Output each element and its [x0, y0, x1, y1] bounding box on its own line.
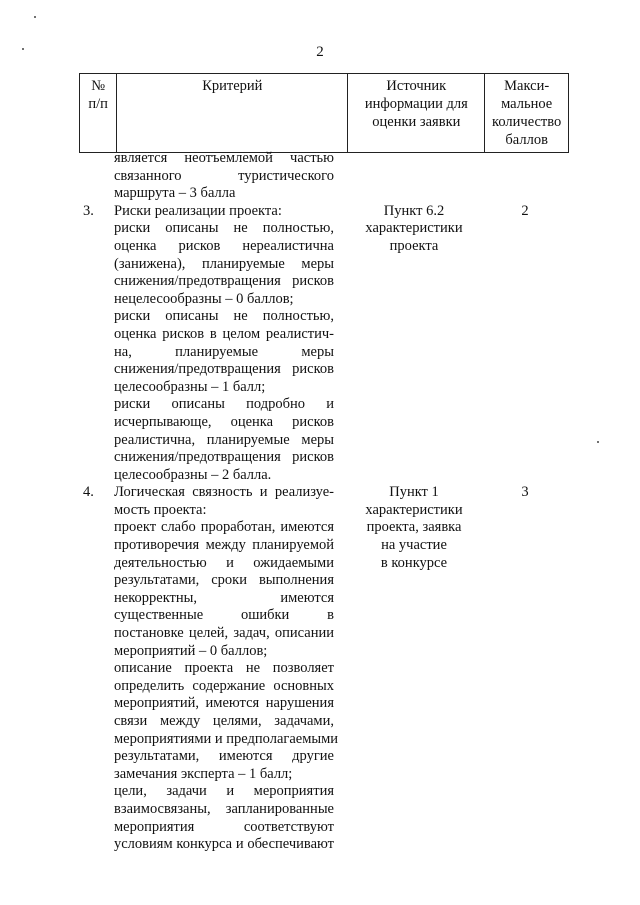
header-max-line: количество	[492, 114, 562, 130]
page-number: 2	[316, 44, 324, 60]
criterion-line: цели, задачи и мероприятия	[114, 783, 334, 800]
scan-speck	[22, 48, 24, 50]
header-source-line: оценки заявки	[372, 114, 461, 130]
criterion-line: исчерпывающе, оценка рисков	[114, 413, 334, 430]
criterion-line: некорректны, имеются	[114, 589, 334, 606]
criterion-line: мероприятий – 0 баллов;	[114, 642, 268, 659]
criterion-line: постановке целей, задач, описании	[114, 625, 334, 642]
header-max-cell	[485, 74, 569, 153]
criterion-line: проект слабо проработан, имеются	[114, 519, 334, 536]
header-source-line: Источник	[386, 78, 447, 94]
criterion-line: деятельностью и ожидаемыми	[114, 554, 334, 571]
criterion-line: описание проекта не позволяет	[114, 660, 334, 677]
table-row	[79, 203, 569, 485]
row-number: 4.	[83, 484, 94, 501]
criterion-line: связанного туристического	[114, 167, 334, 184]
criterion-line: снижения/предотвращения рисков	[114, 361, 334, 378]
criterion-line: оценка рисков нереалистична	[114, 237, 334, 254]
criterion-text	[114, 203, 334, 485]
criteria-table-header	[79, 73, 569, 153]
criterion-line: условиям конкурса и обеспечивают	[114, 836, 334, 853]
header-max-line: Макси-	[504, 78, 550, 94]
criterion-line: Логическая связность и реализуе-	[114, 484, 334, 501]
criterion-line: снижения/предотвращения рисков	[114, 273, 334, 290]
criterion-line: Риски реализации проекта:	[114, 202, 282, 219]
table-row	[79, 484, 569, 853]
criterion-line: существенные ошибки в	[114, 607, 334, 624]
header-num-cell	[80, 74, 117, 153]
criterion-line: мероприятий, имеются нарушения	[114, 695, 334, 712]
criterion-line: определить содержание основных	[114, 677, 334, 694]
row-number: 3.	[83, 202, 94, 219]
source-line: проекта, заявка	[366, 519, 462, 536]
criterion-line: является неотъемлемой частью	[114, 150, 334, 166]
criterion-line: маршрута – 3 балла	[114, 185, 236, 202]
source-line: Пункт 6.2	[383, 202, 445, 219]
source-text	[347, 484, 481, 572]
criterion-line: мость проекта:	[114, 501, 207, 518]
header-criterion-cell	[117, 74, 348, 153]
criterion-text	[114, 150, 334, 203]
source-line: в конкурсе	[380, 554, 448, 571]
source-line: на участие	[381, 537, 447, 554]
criterion-line: нецелесообразны – 0 баллов;	[114, 290, 294, 307]
criterion-line: результатами, сроки выполнения	[114, 572, 334, 589]
criterion-line: оценка рисков в целом реалистич-	[114, 325, 334, 342]
criterion-line: противоречия между планируемой	[114, 537, 334, 554]
scan-speck	[34, 16, 36, 18]
header-source-cell	[348, 74, 485, 153]
criterion-line: риски описаны не полностью,	[114, 308, 334, 325]
header-num-line: п/п	[88, 96, 108, 112]
scan-speck	[597, 441, 599, 443]
header-max-line: баллов	[505, 132, 548, 148]
criterion-line: снижения/предотвращения рисков	[114, 449, 334, 466]
criterion-line: риски описаны не полностью,	[114, 220, 334, 237]
source-line: характеристики	[365, 501, 463, 518]
criteria-table-body	[79, 150, 569, 854]
header-criterion-line: Критерий	[202, 78, 263, 94]
max-score: 2	[521, 202, 529, 219]
source-line: характеристики	[365, 220, 463, 237]
criterion-line: взаимосвязаны, запланированные	[114, 800, 334, 817]
header-num-line: №	[91, 78, 106, 94]
header-max-line: мальное	[501, 96, 553, 112]
max-score: 3	[521, 484, 529, 501]
source-line: Пункт 1	[389, 484, 439, 501]
criterion-line: на, планируемые меры	[114, 343, 334, 360]
criterion-text	[114, 484, 339, 853]
source-line: проекта	[389, 237, 439, 254]
source-text	[347, 203, 481, 256]
criterion-line: связи между целями, задачами,	[114, 713, 334, 729]
criterion-line: риски описаны подробно и	[114, 396, 334, 413]
criterion-line: целесообразны – 1 балл;	[114, 378, 266, 395]
criterion-line: мероприятиями и предполагаемыми	[114, 730, 339, 747]
criterion-line: замечания эксперта – 1 балл;	[114, 765, 293, 782]
criterion-line: мероприятия соответствуют	[114, 818, 334, 835]
criterion-line: реалистична, планируемые меры	[114, 431, 334, 448]
criterion-line: (занижена), планируемые меры	[114, 255, 334, 272]
criterion-line: результатами, имеются другие	[114, 748, 334, 765]
header-source-line: информации для	[364, 96, 468, 112]
criterion-line: целесообразны – 2 балла.	[114, 466, 272, 483]
table-row	[79, 150, 569, 203]
